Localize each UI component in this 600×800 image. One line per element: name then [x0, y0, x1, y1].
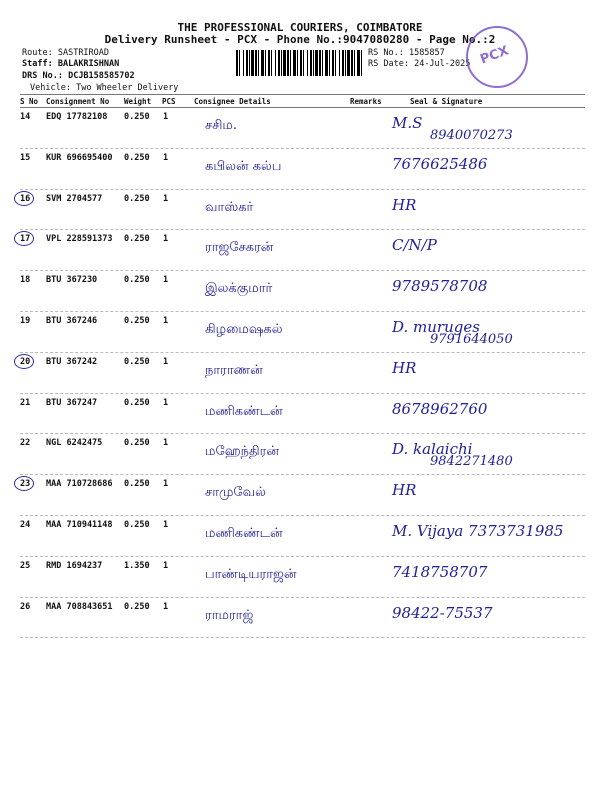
row-sno: 15	[20, 152, 31, 163]
barcode-bar	[335, 50, 336, 76]
row-divider	[20, 556, 585, 557]
barcode-bar	[339, 50, 340, 76]
barcode-bar	[325, 50, 328, 76]
row-weight: 0.250	[124, 601, 150, 612]
row-consignee-handwriting: இலக்குமார்	[205, 281, 273, 297]
row-signature: 7418758707	[392, 562, 488, 581]
barcode-bar	[315, 50, 318, 76]
barcode-bar	[329, 50, 330, 76]
staff-line	[22, 59, 119, 69]
row-pcs: 1	[163, 397, 169, 408]
rs-no-line	[368, 48, 445, 58]
staff-value: BALAKRISHNAN	[57, 59, 120, 69]
barcode-bar	[307, 50, 308, 76]
row-consignment: MAA 710941148	[46, 520, 113, 530]
row-pcs: 1	[163, 316, 169, 326]
barcode-bar	[322, 50, 323, 76]
row-divider	[20, 433, 585, 434]
row-divider	[20, 474, 585, 475]
row-consignment: VPL 228591373	[46, 234, 113, 245]
barcode-bar	[303, 50, 304, 76]
barcode-bar	[332, 50, 334, 76]
row-consignment: MAA 708843651	[46, 601, 113, 612]
barcode-bar	[354, 50, 355, 76]
barcode-bar	[313, 50, 314, 76]
row-signature: HR	[392, 481, 417, 500]
row-consignment: EDQ 17782108	[46, 112, 108, 122]
col-remarks: Remarks	[350, 97, 382, 106]
row-weight: 0.250	[124, 356, 150, 367]
barcode-bar	[347, 50, 350, 76]
vehicle-line	[30, 83, 178, 93]
row-weight: 0.250	[124, 438, 150, 449]
row-consignee-handwriting: ராஜசேகரன்	[205, 240, 274, 256]
row-divider	[20, 637, 585, 638]
row-weight: 0.250	[124, 520, 150, 530]
vehicle-value: Two Wheeler Delivery	[76, 83, 179, 93]
vehicle-label: Vehicle:	[30, 83, 71, 93]
row-sno: 18	[20, 275, 31, 286]
row-weight: 0.250	[124, 316, 150, 326]
header-top-rule	[20, 94, 585, 95]
barcode-bar	[271, 50, 272, 76]
row-sno: 21	[20, 397, 31, 408]
row-signature: 7676625486	[392, 154, 488, 173]
row-signature: 98422-75537	[392, 603, 493, 622]
barcode-bar	[293, 50, 296, 76]
barcode-bar	[310, 50, 312, 76]
row-sno: 20	[20, 356, 31, 367]
barcode-bar	[351, 50, 353, 76]
barcode-image	[236, 50, 362, 76]
runsheet-subtitle: Delivery Runsheet - PCX - Phone No.:9047080280 - Page No.:2	[104, 33, 496, 46]
col-consignee: Consignee Details	[194, 97, 271, 106]
rs-no-value: 1585857	[408, 48, 445, 58]
drs-line	[22, 71, 135, 81]
row-weight: 0.250	[124, 112, 150, 122]
row-sno: 17	[20, 234, 31, 245]
row-weight: 0.250	[124, 479, 150, 490]
row-consignee-handwriting: கிழமைஷகல்	[205, 322, 283, 337]
barcode-bar	[300, 50, 302, 76]
row-consignee-handwriting: வாஸ்கர்	[205, 199, 254, 215]
barcode-bar	[239, 50, 240, 76]
barcode-bar	[283, 50, 286, 76]
rs-date-line	[368, 59, 470, 69]
row-sno: 22	[20, 438, 31, 449]
row-pcs: 1	[163, 356, 169, 367]
row-pcs: 1	[163, 152, 169, 163]
row-divider	[20, 597, 585, 598]
row-divider	[20, 393, 585, 394]
row-consignee-handwriting: நாராணன்	[205, 362, 263, 378]
row-signature: HR	[392, 358, 417, 377]
row-signature: M. Vijaya 7373731985	[392, 522, 564, 540]
barcode-bar	[251, 50, 254, 76]
row-weight: 0.250	[124, 152, 150, 163]
row-divider	[20, 148, 585, 149]
row-divider	[20, 311, 585, 312]
row-signature-phone: 9791644050	[430, 332, 513, 347]
rs-no-label: RS No.:	[368, 48, 404, 58]
row-pcs: 1	[163, 479, 169, 490]
row-sno: 19	[20, 316, 31, 326]
company-title: THE PROFESSIONAL COURIERS, COIMBATORE	[177, 21, 423, 34]
barcode-bar	[243, 50, 244, 76]
row-divider	[20, 515, 585, 516]
row-consignment: NGL 6242475	[46, 438, 103, 449]
row-divider	[20, 189, 585, 190]
rs-date-label: RS Date:	[368, 59, 409, 69]
row-pcs: 1	[163, 601, 169, 612]
barcode-bar	[361, 50, 362, 76]
row-sno: 25	[20, 560, 31, 571]
route-value: SASTRIROAD	[57, 48, 110, 58]
row-consignee-handwriting: கபிலன் கல்ப	[205, 158, 282, 174]
barcode-bar	[236, 50, 238, 76]
col-weight: Weight	[124, 97, 152, 106]
row-pcs: 1	[163, 560, 169, 571]
row-consignee-handwriting: சாமுவேல்	[205, 485, 266, 501]
row-signature-phone: 8940070273	[430, 128, 513, 143]
col-consignment: Consignment No	[46, 97, 110, 106]
barcode-bar	[261, 50, 264, 76]
row-consignee-handwriting: மணிகண்டன்	[205, 526, 283, 541]
barcode-bar	[275, 50, 276, 76]
row-signature: M.S	[392, 114, 423, 132]
col-pcs: PCS	[162, 97, 176, 106]
barcode-bar	[258, 50, 259, 76]
row-consignment: BTU 367242	[46, 356, 98, 367]
row-weight: 0.250	[124, 193, 150, 204]
row-consignment: BTU 367247	[46, 397, 98, 408]
row-consignment: BTU 367246	[46, 316, 98, 326]
row-signature: HR	[392, 195, 417, 214]
stamp-text: PCX	[478, 43, 511, 68]
row-consignee-handwriting: ராமராஜ்	[205, 607, 254, 623]
barcode-bar	[290, 50, 291, 76]
row-consignee-handwriting: மணிகண்டன்	[205, 403, 283, 419]
row-consignment: BTU 367230	[46, 275, 98, 286]
row-consignee-handwriting: மஹேந்திரன்	[205, 444, 279, 460]
row-consignee-handwriting: சசிம.	[205, 118, 237, 133]
row-sno: 14	[20, 112, 31, 122]
pcx-stamp	[466, 26, 528, 88]
row-consignee-handwriting: பாண்டியராஜன்	[205, 566, 297, 582]
row-sno: 26	[20, 601, 31, 612]
row-pcs: 1	[163, 112, 169, 122]
barcode-bar	[255, 50, 257, 76]
row-signature: D. muruges	[392, 318, 480, 336]
drs-value: DCJB158585702	[68, 71, 135, 81]
row-consignment: SVM 2704577	[46, 193, 103, 204]
staff-label: Staff:	[22, 59, 53, 69]
barcode-bar	[287, 50, 289, 76]
row-pcs: 1	[163, 438, 169, 449]
row-sno: 16	[20, 193, 31, 204]
row-signature: C/N/P	[392, 236, 437, 255]
barcode-bar	[319, 50, 321, 76]
row-divider	[20, 352, 585, 353]
barcode-bar	[342, 50, 344, 76]
row-pcs: 1	[163, 520, 169, 530]
row-sno: 23	[20, 479, 31, 490]
barcode-bar	[297, 50, 298, 76]
barcode-bar	[249, 50, 250, 76]
barcode-bar	[278, 50, 280, 76]
barcode-bar	[357, 50, 360, 76]
row-pcs: 1	[163, 275, 169, 286]
barcode-bar	[281, 50, 282, 76]
barcode-bar	[246, 50, 248, 76]
barcode-bar	[345, 50, 346, 76]
row-consignment: MAA 710728686	[46, 479, 113, 490]
row-signature: D. kalaichi	[392, 440, 473, 459]
row-pcs: 1	[163, 193, 169, 204]
header-bottom-rule	[20, 107, 585, 108]
row-weight: 0.250	[124, 397, 150, 408]
route-line	[22, 48, 109, 58]
barcode-bar	[265, 50, 266, 76]
row-weight: 0.250	[124, 234, 150, 245]
row-sno: 24	[20, 520, 31, 530]
row-signature: 8678962760	[392, 399, 488, 418]
col-sno: S No	[20, 97, 39, 106]
row-signature: 9789578708	[392, 277, 488, 296]
row-divider	[20, 270, 585, 271]
row-weight: 0.250	[124, 275, 150, 286]
row-consignment: KUR 696695400	[46, 152, 113, 163]
route-label: Route:	[22, 48, 53, 58]
row-signature-phone: 9842271480	[430, 454, 513, 470]
row-divider	[20, 229, 585, 230]
col-seal: Seal & Signature	[410, 97, 483, 106]
drs-label: DRS No.:	[22, 71, 63, 81]
row-consignment: RMD 1694237	[46, 560, 103, 571]
barcode-bar	[268, 50, 270, 76]
row-weight: 1.350	[124, 560, 150, 571]
rs-date-value: 24-Jul-2025	[414, 59, 471, 69]
row-pcs: 1	[163, 234, 169, 245]
